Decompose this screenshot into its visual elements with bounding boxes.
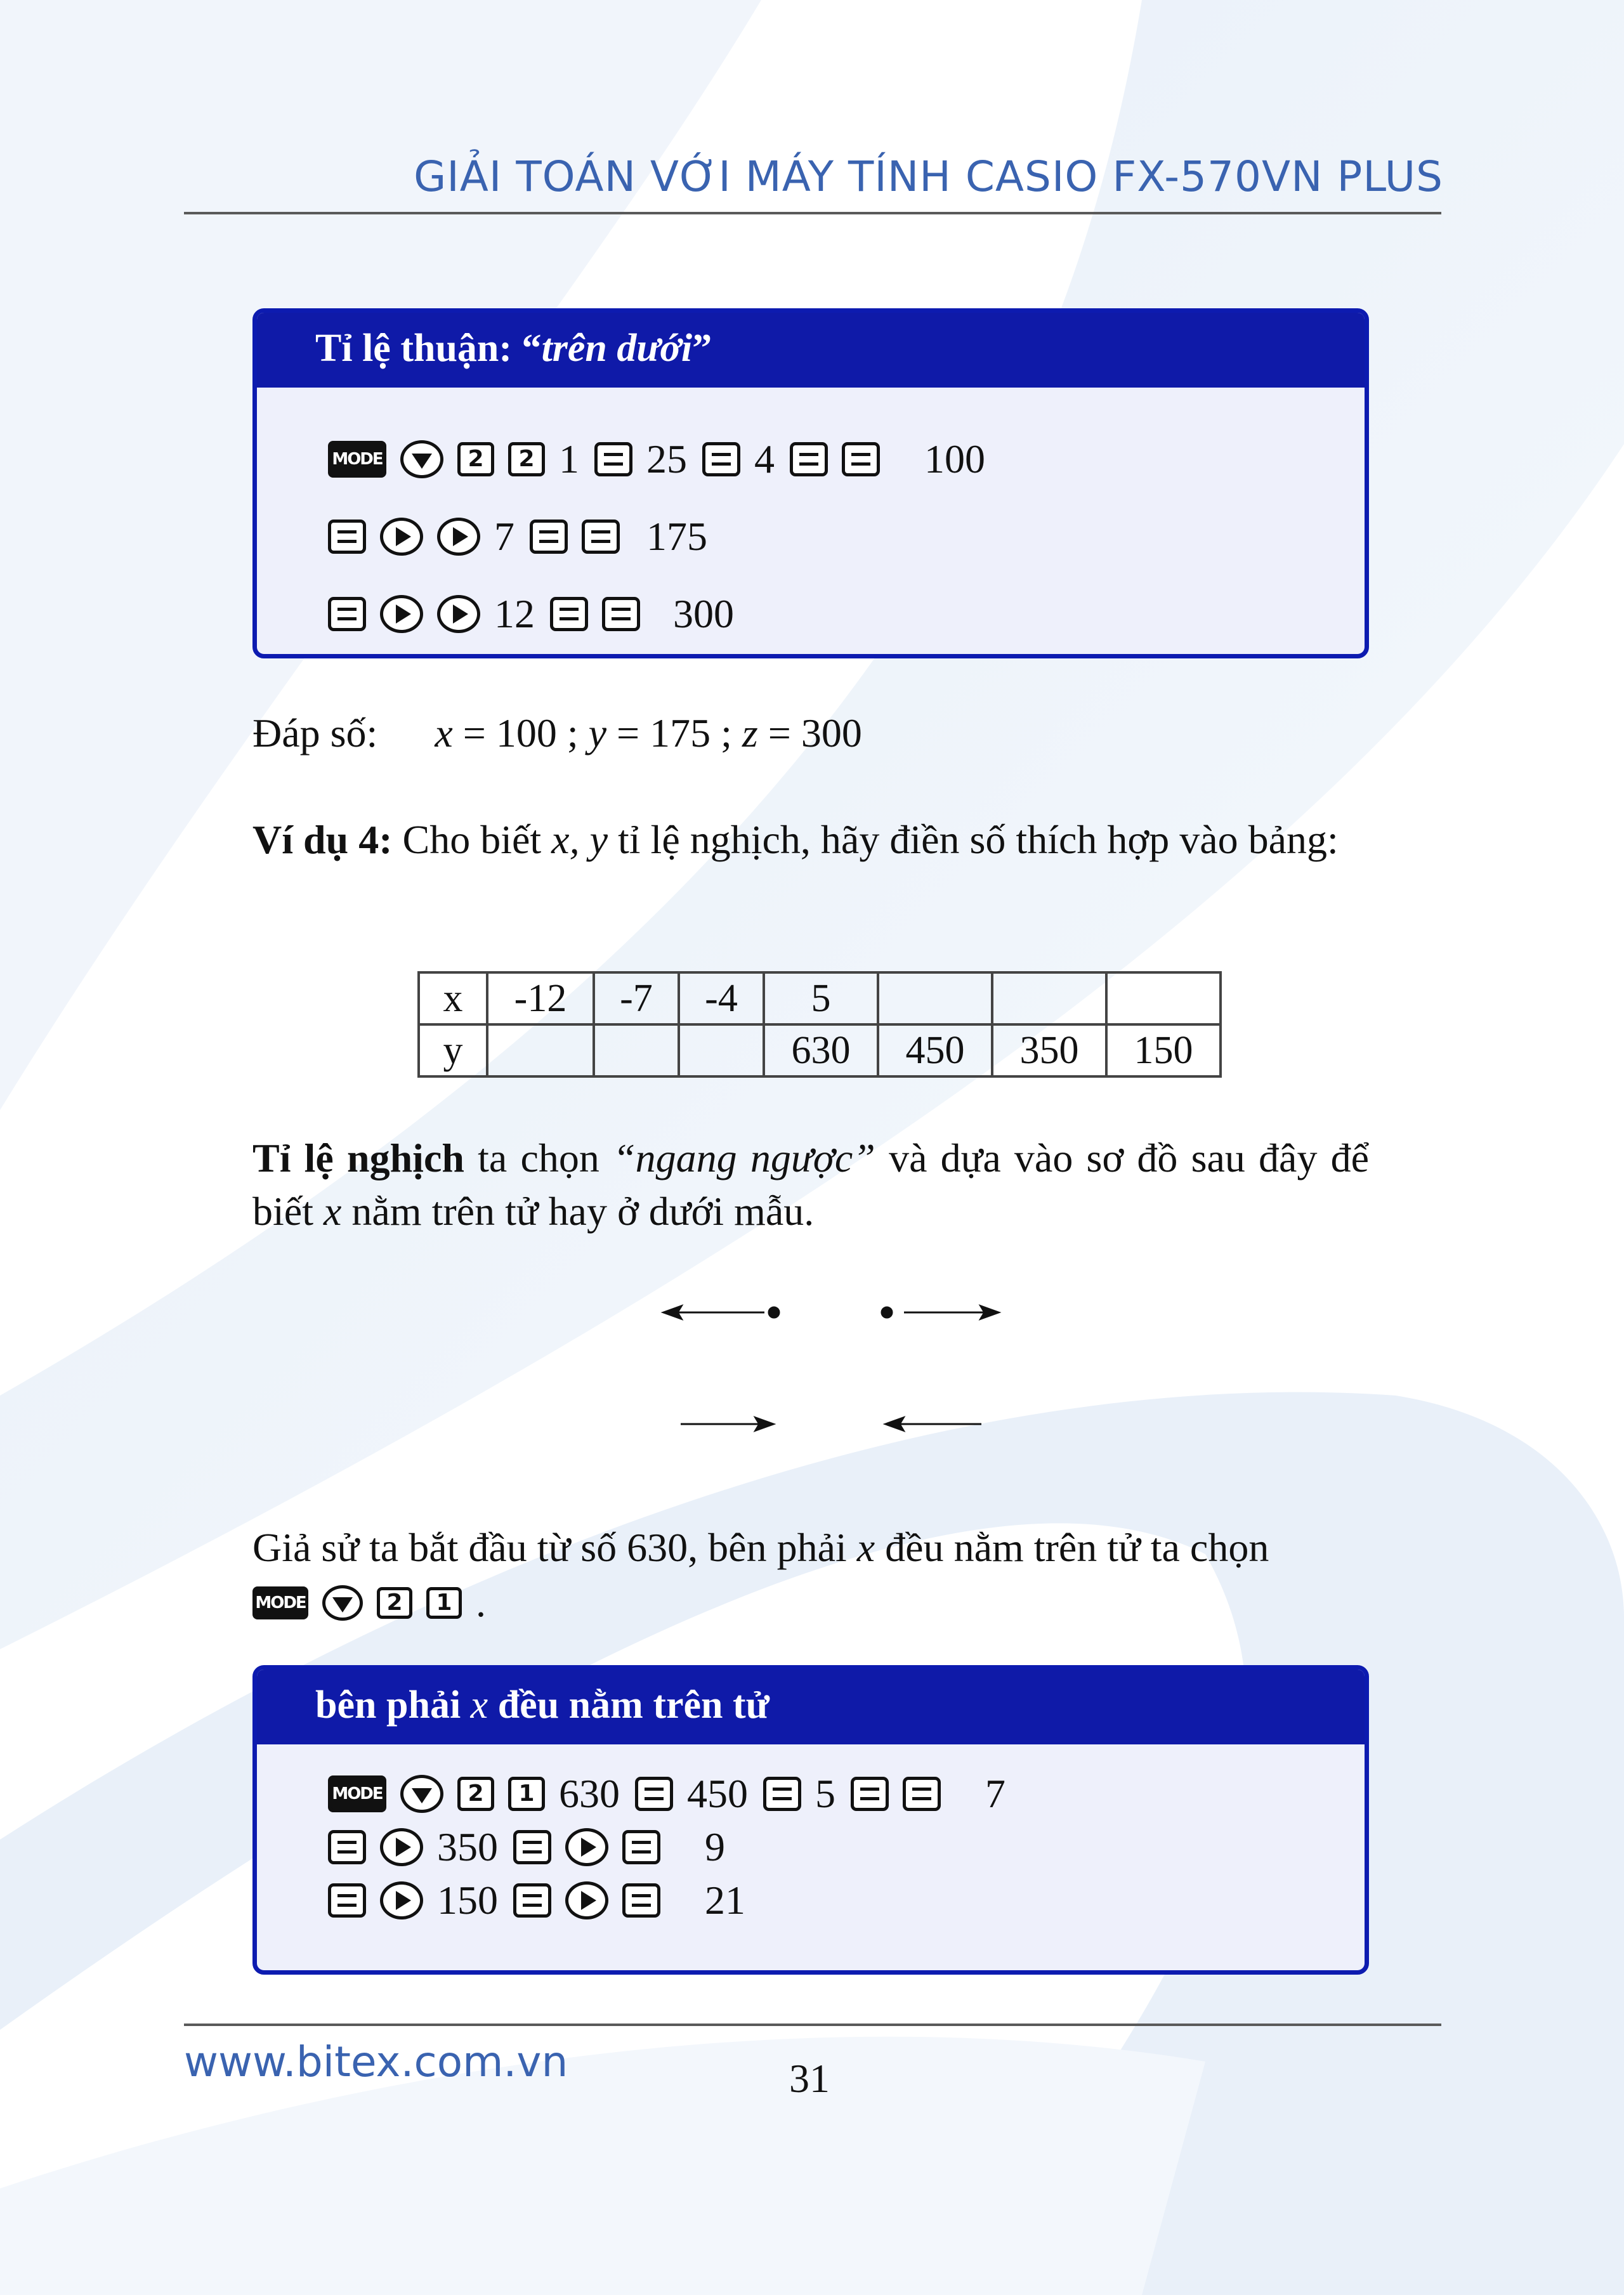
- assumption-keys: [252, 1579, 486, 1626]
- box-title: Tỉ lệ thuận: “trên dưới”: [257, 313, 1365, 388]
- keystroke-row: [328, 1821, 1365, 1874]
- equals-key-icon: [851, 1777, 889, 1811]
- result-value: 175: [646, 514, 707, 559]
- table-cell: 630: [764, 1024, 878, 1076]
- table-cell: 5: [764, 972, 878, 1024]
- key-2-icon: 2: [508, 442, 545, 476]
- header-title: GIẢI TOÁN VỚI MÁY TÍNH CASIO FX-570VN PLUS: [414, 152, 1443, 201]
- table-cell: -12: [487, 972, 594, 1024]
- assumption-paragraph: Giả sử ta bắt đầu từ số 630, bên phải x đều nằm trên tử ta chọn: [252, 1525, 1269, 1570]
- table-cell: -7: [594, 972, 679, 1024]
- dot-icon: [882, 1307, 892, 1318]
- footer-website-link[interactable]: www.bitex.com.vn: [184, 2037, 568, 2086]
- equals-key-icon: [763, 1777, 801, 1811]
- input-value: 150: [437, 1878, 498, 1923]
- input-value: 25: [646, 436, 687, 481]
- key-2-icon: 2: [457, 442, 494, 476]
- dot-icon: [769, 1307, 779, 1318]
- input-value: 7: [494, 514, 514, 559]
- right-arrow-key-icon: [380, 1881, 423, 1919]
- keystroke-row: [328, 1874, 1365, 1927]
- key-1-icon: 1: [426, 1587, 462, 1619]
- input-value: 630: [559, 1771, 620, 1816]
- answer-line: Đáp số: x = 100 ; y = 175 ; z = 300: [252, 710, 862, 755]
- row-label: y: [419, 1024, 487, 1076]
- numerator-box: [252, 1665, 1369, 1975]
- result-value: 9: [705, 1824, 725, 1869]
- result-value: 100: [924, 436, 985, 481]
- period: .: [476, 1580, 486, 1625]
- result-value: 7: [985, 1771, 1005, 1816]
- equals-key-icon: [903, 1777, 941, 1811]
- right-arrow-key-icon: [565, 1828, 608, 1866]
- equals-key-icon: [328, 1883, 366, 1918]
- mode-key-icon: MODE: [252, 1586, 308, 1619]
- key-1-icon: 1: [508, 1777, 545, 1811]
- key-2-icon: 2: [457, 1777, 494, 1811]
- example-4-paragraph: Ví dụ 4: Cho biết x, y tỉ lệ nghịch, hãy điền số thích hợp vào bảng:: [252, 817, 1339, 862]
- input-value: 4: [754, 436, 775, 481]
- row-label: x: [419, 972, 487, 1024]
- table-cell: -4: [679, 972, 764, 1024]
- table-cell: 450: [878, 1024, 992, 1076]
- table-cell: 350: [992, 1024, 1106, 1076]
- inverse-proportion-paragraph: Tỉ lệ nghịch ta chọn “ngang ngược” và dựa vào sơ đồ sau đây để biết x nằm trên tử hay ở dưới mẫu.: [252, 1135, 1370, 1234]
- equals-key-icon: [622, 1883, 660, 1918]
- equals-key-icon: [513, 1883, 551, 1918]
- key-2-icon: 2: [377, 1587, 412, 1619]
- result-value: 21: [705, 1878, 745, 1923]
- page-number: 31: [789, 2056, 830, 2101]
- equals-key-icon: [328, 1830, 366, 1864]
- equals-key-icon: [513, 1830, 551, 1864]
- box-title: bên phải x đều nằm trên tử: [257, 1670, 1365, 1744]
- footer-rule: [184, 2024, 1441, 2026]
- input-value: 1: [559, 436, 579, 481]
- result-value: 300: [673, 591, 734, 636]
- mode-key-icon: MODE: [328, 1775, 386, 1812]
- input-value: 350: [437, 1824, 498, 1869]
- keystroke-row: [328, 1767, 1365, 1821]
- input-value: 450: [687, 1771, 748, 1816]
- equals-key-icon: [622, 1830, 660, 1864]
- table-cell: 150: [1106, 1024, 1221, 1076]
- right-arrow-key-icon: [565, 1881, 608, 1919]
- down-arrow-key-icon: [400, 1775, 443, 1813]
- equals-key-icon: [635, 1777, 673, 1811]
- mode-key-icon: MODE: [328, 441, 386, 478]
- down-arrow-key-icon: [322, 1585, 363, 1621]
- input-value: 12: [494, 591, 535, 636]
- right-arrow-key-icon: [380, 1828, 423, 1866]
- input-value: 5: [815, 1771, 835, 1816]
